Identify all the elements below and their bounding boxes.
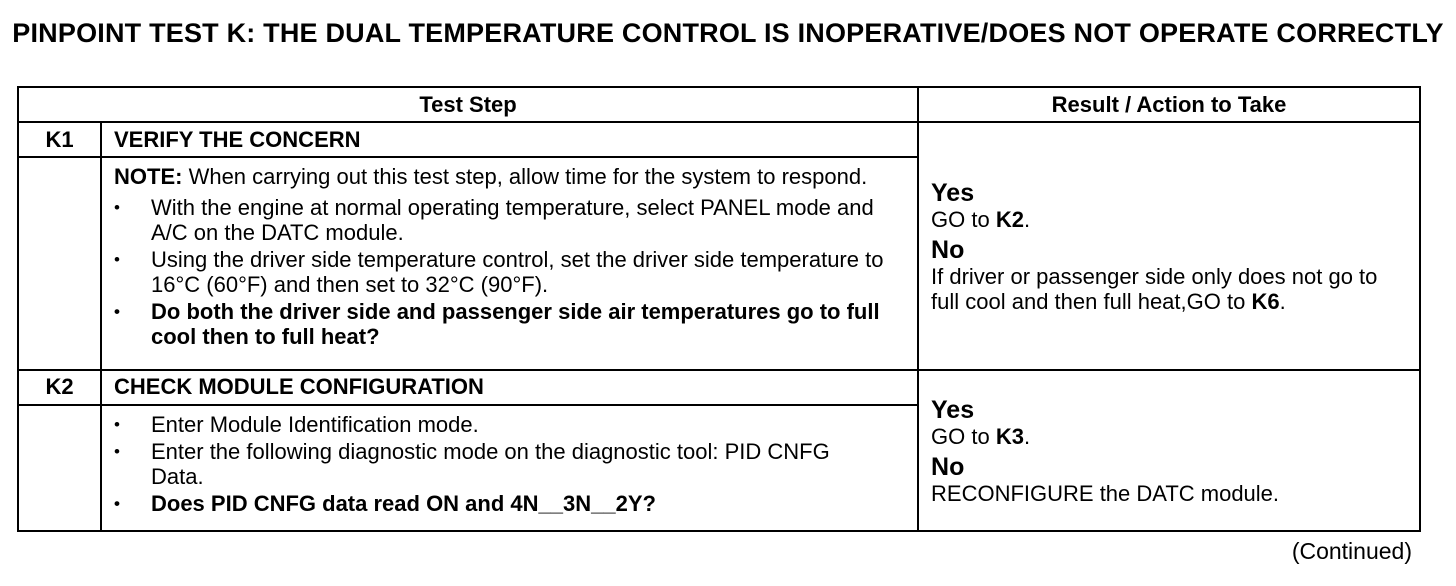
list-item: • Using the driver side temperature control, set the driver side temperature to 16°C (60°F) and then set to 32°C (90°F). bbox=[114, 247, 887, 297]
list-item: • Enter Module Identification mode. bbox=[114, 412, 887, 437]
empty-id-cell bbox=[18, 157, 101, 370]
result-cell bbox=[918, 370, 1420, 531]
no-label: No bbox=[931, 453, 965, 482]
step-header-row bbox=[18, 370, 1420, 405]
empty-id-cell bbox=[18, 405, 101, 531]
header-result: Result / Action to Take bbox=[918, 87, 1420, 122]
yes-action: GO to K3. bbox=[931, 424, 1031, 450]
step-title: CHECK MODULE CONFIGURATION bbox=[101, 370, 918, 405]
question: • Do both the driver side and passenger side air temperatures go to full cool then to full heat? bbox=[114, 299, 887, 349]
continued-label: (Continued) bbox=[1291, 538, 1412, 564]
result-cell bbox=[918, 122, 1420, 370]
step-id: K2 bbox=[18, 370, 101, 405]
no-action: RECONFIGURE the DATC module. bbox=[931, 481, 1280, 507]
goto-link: K2 bbox=[995, 207, 1024, 233]
no-label: No bbox=[931, 236, 965, 265]
question: • Does PID CNFG data read ON and 4N__3N__2Y? bbox=[114, 491, 887, 516]
note bbox=[114, 164, 887, 189]
instruction-list bbox=[114, 412, 887, 516]
header-test-step: Test Step bbox=[18, 87, 918, 122]
step-header-row bbox=[18, 122, 1420, 157]
no-action: If driver or passenger side only does not go to full cool and then full heat,GO to K6. bbox=[931, 264, 1378, 315]
yes-label: Yes bbox=[931, 179, 975, 208]
yes-label: Yes bbox=[931, 396, 975, 425]
note-label: NOTE: bbox=[114, 164, 183, 189]
yes-action: GO to K2. bbox=[931, 207, 1031, 233]
instruction-list bbox=[114, 195, 887, 349]
step-body bbox=[101, 157, 918, 370]
step-title: VERIFY THE CONCERN bbox=[101, 122, 918, 157]
goto-link: K3 bbox=[995, 424, 1024, 450]
page-title: PINPOINT TEST K: THE DUAL TEMPERATURE CONTROL IS INOPERATIVE/DOES NOT OPERATE CORRECTLY bbox=[12, 18, 1444, 48]
list-item: • With the engine at normal operating temperature, select PANEL mode and A/C on the DATC module. bbox=[114, 195, 887, 245]
goto-link: K6 bbox=[1251, 289, 1280, 315]
step-id: K1 bbox=[18, 122, 101, 157]
note-text: When carrying out this test step, allow time for the system to respond. bbox=[182, 164, 868, 189]
step-body bbox=[101, 405, 918, 531]
pinpoint-test-table bbox=[17, 86, 1421, 532]
list-item: • Enter the following diagnostic mode on the diagnostic tool: PID CNFG Data. bbox=[114, 439, 887, 489]
